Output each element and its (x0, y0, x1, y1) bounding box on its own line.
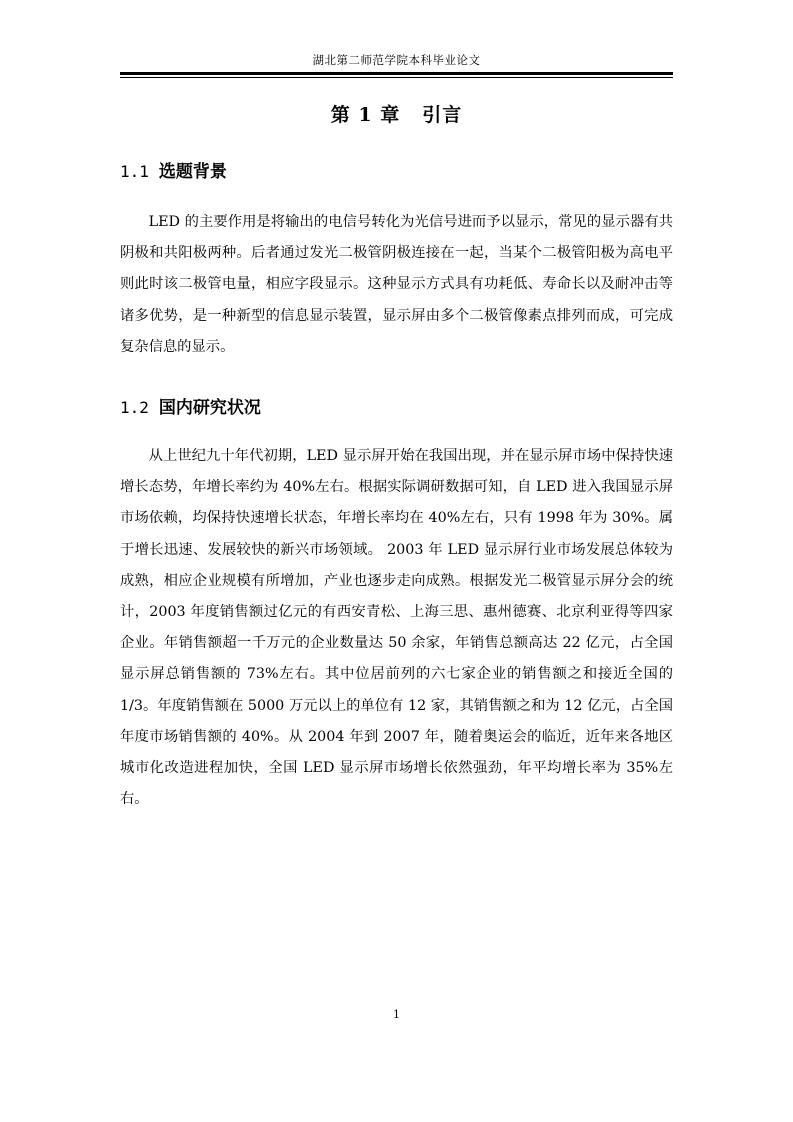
section-title: 国内研究状况 (158, 398, 261, 418)
header-rule-thin (120, 77, 673, 78)
chapter-title (120, 100, 673, 127)
section-number: 1.1 (120, 162, 149, 181)
chapter-name: 引言 (422, 104, 463, 126)
page-number: 1 (393, 1008, 400, 1021)
paragraph-background: LED 的主要作用是将输出的电信号转化为光信号进而予以显示，常见的显示器有共阴极和共阳极两种。后者通过发光二极管阴极连接在一起，当某个二极管阳极为高电平则此时该二极管电量，相应字段显示。这种显示方式具有功耗低、寿命长以及耐冲击等诸多优势，是一种新型的信息显示装置，显示屏由多个二极管像素点排列而成，可完成复杂信息的显示。 (120, 214, 673, 355)
chapter-number: 第 1 章 (330, 104, 401, 126)
header-rule-thick (120, 72, 673, 75)
section-heading-1-1 (120, 157, 673, 182)
paragraph-domestic-research: 从上世纪九十年代初期，LED 显示屏开始在我国出现，并在显示屏市场中保持快速增长态势，年增长率约为 40%左右。根据实际调研数据可知，自 LED 进入我国显示屏市场依赖，均保持快速增长状态，年增长率均在 40%左右，只有 1998 年为 30%。属于增长迅速、发展较快的新兴市场领域。 2003 年 LED 显示屏行业市场发展总体较为成熟，相应企业规模有所增加，产业也逐步走向成熟。根据发光二极管显示屏分会的统计，2003 年度销售额过亿元的有西安青松、上海三思、惠州德赛、北京利亚得等四家企业。年销售额超一千万元的企业数量达 50 余家，年销售总额高达 22 亿元，占全国显示屏总销售额的 73%左右。其中位居前列的六七家企业的销售额之和接近全国的 1/3。年度销售额在 5000 万元以上的单位有 12 家，其销售额之和为 12 亿元，占全国年度市场销售额的 40%。从 2004 年到 2007 年，随着奥运会的临近，近年来各地区城市化改造进程加快，全国 LED 显示屏市场增长依然强劲，年平均增长率为 35%左右。 (120, 448, 673, 808)
section-heading-1-2 (120, 393, 673, 418)
section-number: 1.2 (120, 398, 149, 417)
section-title: 选题背景 (158, 162, 227, 182)
running-header: 湖北第二师范学院本科毕业论文 (312, 53, 481, 67)
